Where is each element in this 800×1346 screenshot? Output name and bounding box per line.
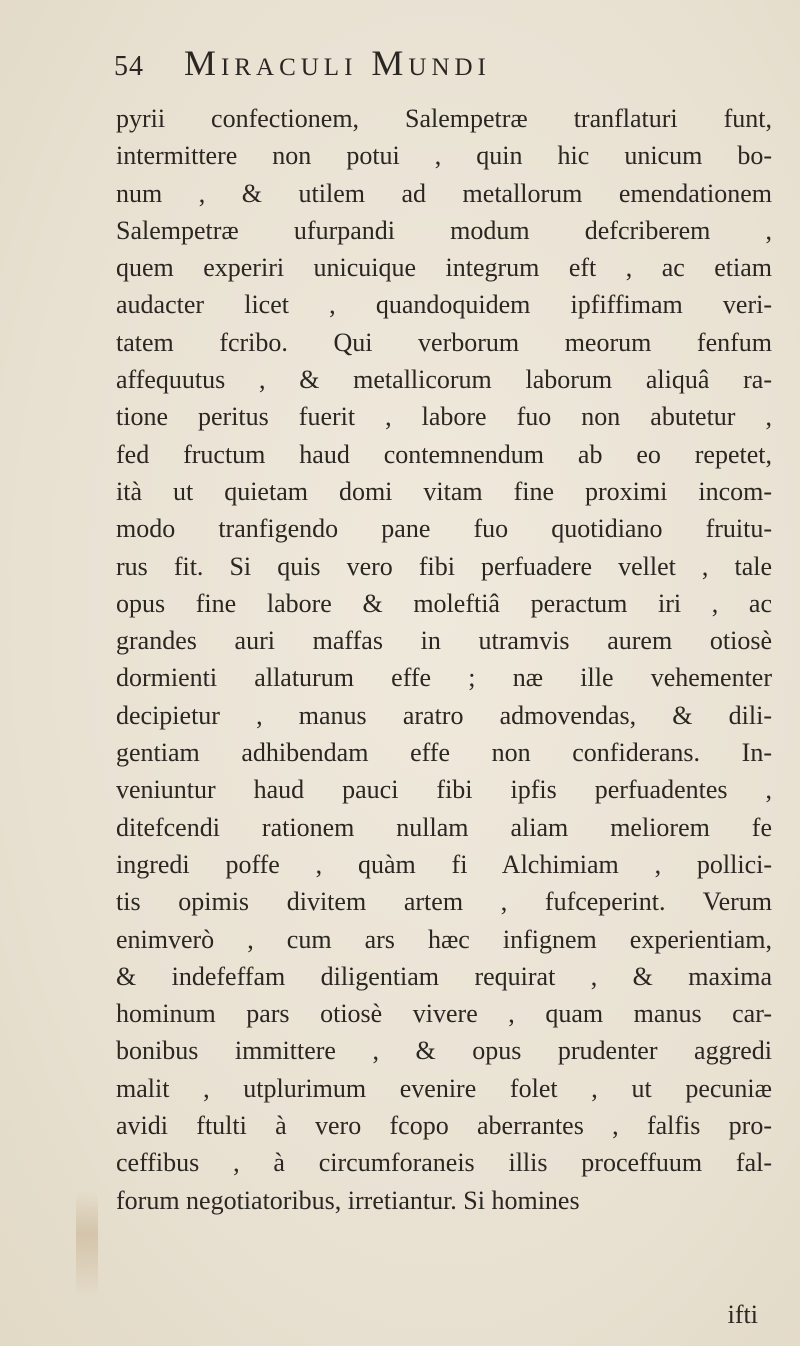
text-line: quem experiri unicuique integrum eft , ac etiam — [116, 253, 772, 283]
text-line: grandes auri maffas in utramvis aurem otiosè — [116, 626, 772, 656]
text-line: ditefcendi rationem nullam aliam meliorem fe — [116, 812, 772, 842]
page-number: 54 — [114, 51, 144, 82]
text-line: bonibus immittere , & opus prudenter aggredi — [116, 1036, 772, 1066]
text-line: & indefeffam diligentiam requirat , & maxima — [116, 961, 772, 991]
text-line: ità ut quietam domi vitam fine proximi incom- — [116, 476, 772, 506]
text-line: rus fit. Si quis vero fibi perfuadere vellet , tale — [116, 551, 772, 581]
text-line: veniuntur haud pauci fibi ipfis perfuadentes , — [116, 775, 772, 805]
text-line: ceffibus , à circumforaneis illis proceffuum fal- — [116, 1148, 772, 1178]
text-line: intermittere non potui , quin hic unicum bo- — [116, 141, 772, 171]
text-line: tione peritus fuerit , labore fuo non abutetur , — [116, 402, 772, 432]
text-line: ingredi poffe , quàm fi Alchimiam , pollici- — [116, 849, 772, 879]
text-line: opus fine labore & moleftiâ peractum iri , ac — [116, 588, 772, 618]
text-line: gentiam adhibendam effe non confiderans. In- — [116, 738, 772, 768]
text-line: tatem fcribo. Qui verborum meorum fenfum — [116, 327, 772, 357]
running-title: Miraculi Mundi — [184, 43, 491, 83]
catchword: ifti — [727, 1300, 758, 1329]
text-line: malit , utplurimum evenire folet , ut pecuniæ — [116, 1073, 772, 1103]
text-line: avidi ftulti à vero fcopo aberrantes , falfis pro- — [116, 1111, 772, 1141]
text-line: forum negotiatoribus, irretiantur. Si homines — [116, 1185, 580, 1215]
body-text — [116, 100, 772, 1219]
text-line: enimverò , cum ars hæc infignem experientiam, — [116, 924, 772, 954]
text-line: dormienti allaturum effe ; næ ille vehementer — [116, 663, 772, 693]
text-line: hominum pars otiosè vivere , quam manus car- — [116, 999, 772, 1029]
text-line: num , & utilem ad metallorum emendationem — [116, 178, 772, 208]
text-line: tis opimis divitem artem , fufceperint. Verum — [116, 887, 772, 917]
paper-stain — [76, 1190, 98, 1300]
page-header — [114, 42, 491, 86]
text-line: fed fructum haud contemnendum ab eo repetet, — [116, 439, 772, 469]
text-line: affequutus , & metallicorum laborum aliquâ ra- — [116, 365, 772, 395]
text-line: pyrii confectionem, Salempetræ tranflaturi funt, — [116, 104, 772, 133]
text-line: audacter licet , quandoquidem ipfiffimam veri- — [116, 290, 772, 320]
text-line: decipietur , manus aratro admovendas, & dili- — [116, 700, 772, 730]
text-line: modo tranfigendo pane fuo quotidiano fruitu- — [116, 514, 772, 544]
text-line: Salempetræ ufurpandi modum defcriberem , — [116, 215, 772, 245]
